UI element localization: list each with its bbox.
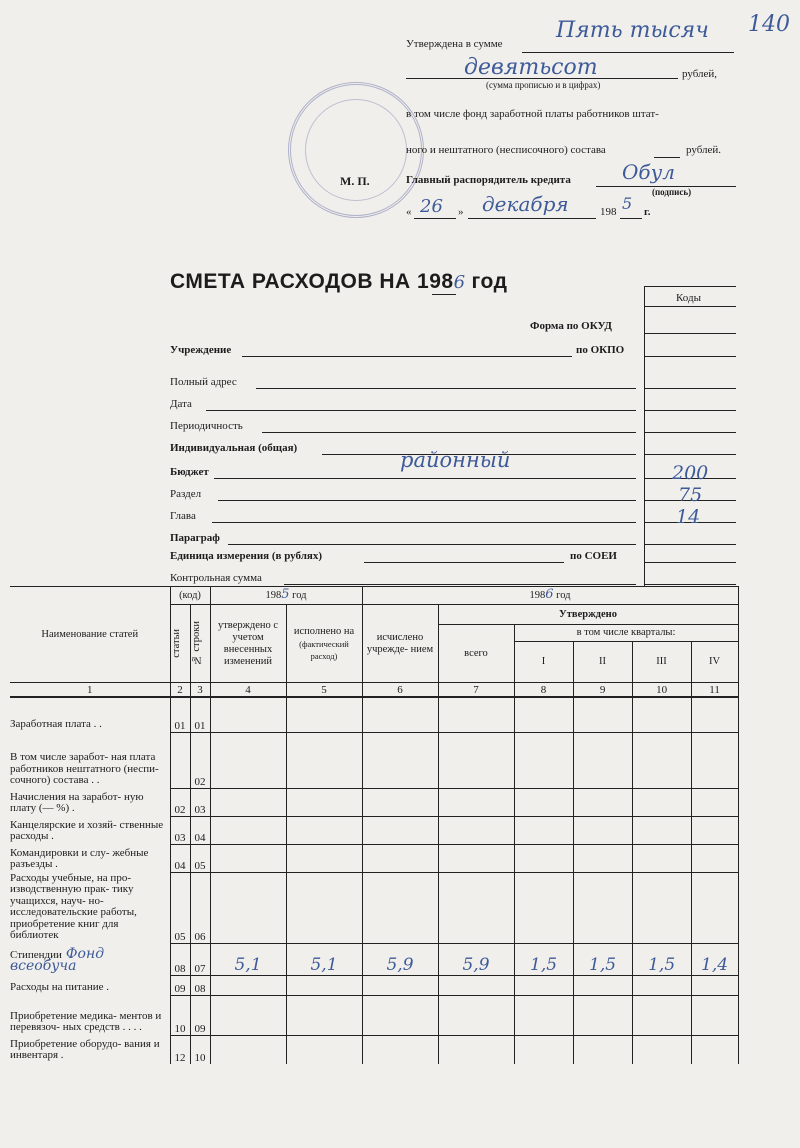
row-name: Приобретение оборудо- вания и инвентаря . (10, 1036, 170, 1064)
field-institution: Учреждение (170, 344, 232, 356)
quarters-label: в том числе кварталы: (515, 625, 738, 642)
row-value (362, 697, 438, 733)
row-value (362, 817, 438, 845)
field-paragraph: Параграф (170, 532, 220, 544)
prev-year-header: 1985 год (210, 587, 362, 605)
table-row (10, 873, 738, 944)
row-value (573, 845, 632, 873)
field-date: Дата (170, 398, 192, 410)
official-stamp (288, 82, 424, 218)
row-value (210, 697, 286, 733)
row-value (632, 873, 691, 944)
approved-sum-hand2: девятьсот (464, 55, 598, 80)
row-value (286, 845, 362, 873)
row-value (573, 976, 632, 996)
document-page: 140 Утверждена в сумме Пять тысяч девятьсот рублей, (сумма прописью и в цифрах) в том числе фонд заработной платы работников штат- ного и нештатного (несписочного) состава рублей. М. П. Главный распорядитель кредита Обул (подпись) « 26 » декабря 198 5 г. СМЕТА РАСХОДОВ НА 1986 год Коды Форма по ОКУД Учреждение по ОКПО Полный адрес Дата Периодичность Индивидуальная (общая) Бюджет районный 200 Раздел 75 Глава 14 Параграф Единица измерения (в рублях) по СОЕИ Контрольная сумма Наименование статей (код) 1985 год 1986 год статьи № строки утверждено с учетом внесенных изменений исполнено на (фактический расход) исчислено учрежде- нием Утверждено всего в том числе кварталы: I II III IV 1 2 3 4 5 6 7 8 9 10 11 Заработная плата . . 01 01 В том числе заработ- ная плата работников нештатного (неспи- сочного) состава . . 02 Начисления на заработ- ную плату (— %) . 02 03 Канцелярские и хозяй- ственные расходы . 03 04 Командировки и слу- жебные разъезды . 04 05 Расходы учебные, на про- изводственную прак- тику учащихся, науч- но-исследовательские работы, приобретение книг для библиотек 05 06 Стипендии Фонд всеобуча 08 07 5,1 5,1 5,9 5,9 1,5 1,5 1,5 1,4 Расходы на питание . 09 08 Приобретение медика- ментов и перевязоч- ных средств . . . . 10 09 Приобретение оборудо- вания и инвентаря . 12 10 (0, 0, 800, 1148)
field-chapter: Глава (170, 510, 196, 522)
row-value (632, 996, 691, 1036)
col-executed: исполнено на (фактический расход) (286, 605, 362, 683)
col-approved-changes: утверждено с учетом внесенных изменений (210, 605, 286, 683)
column-number-row: 1 2 3 4 5 6 7 8 9 10 11 (10, 683, 738, 697)
row-value (691, 1036, 738, 1064)
row-value: 1,5 (514, 944, 573, 976)
col-total: всего (438, 625, 514, 683)
cur-year-header: 1986 год (362, 587, 738, 605)
row-value (514, 873, 573, 944)
row-value (632, 845, 691, 873)
row-value (286, 697, 362, 733)
row-value (691, 845, 738, 873)
quarter-3: III (632, 642, 691, 682)
row-value (362, 996, 438, 1036)
row-stat-code: 03 (170, 817, 190, 845)
table-row (10, 817, 738, 845)
row-value (438, 1036, 514, 1064)
field-section: Раздел (170, 488, 202, 500)
table-row (10, 944, 738, 976)
kod-header: (код) (170, 587, 210, 605)
row-stat-code: 09 (170, 976, 190, 996)
table-row (10, 976, 738, 996)
row-line-number: 08 (190, 976, 210, 996)
row-value (438, 976, 514, 996)
date-suffix: г. (644, 206, 651, 218)
codes-header: Коды (676, 292, 701, 304)
row-name: Командировки и слу- жебные разъезды . (10, 845, 170, 873)
row-name: Канцелярские и хозяй- ственные расходы . (10, 817, 170, 845)
row-value (514, 996, 573, 1036)
manager-label: Главный распорядитель кредита (406, 174, 571, 186)
row-value (691, 976, 738, 996)
col-calculated: исчислено учрежде- нием (362, 605, 438, 683)
col-stati-header: статьи (170, 629, 182, 658)
row-value (691, 817, 738, 845)
row-line-number: 05 (190, 845, 210, 873)
table-row (10, 996, 738, 1036)
row-name: Стипендии Фонд всеобуча (10, 944, 170, 976)
row-value: 5,9 (362, 944, 438, 976)
field-checksum: Контрольная сумма (170, 572, 262, 584)
row-name: Начисления на заработ- ную плату (— %) . (10, 789, 170, 817)
row-name-hand: Фонд всеобуча (10, 945, 105, 974)
row-stat-code: 08 (170, 944, 190, 976)
row-value (514, 845, 573, 873)
table-row (10, 1036, 738, 1064)
row-line-number: 01 (190, 697, 210, 733)
row-line-number: 03 (190, 789, 210, 817)
field-unit: Единица измерения (в рублях) (170, 550, 323, 562)
row-value (210, 845, 286, 873)
row-value (210, 1036, 286, 1064)
row-value (286, 817, 362, 845)
manager-signature: Обул (622, 160, 675, 184)
fund-rub: рублей. (686, 144, 722, 156)
row-value (514, 733, 573, 789)
mp-label: М. П. (340, 174, 370, 188)
row-value (438, 817, 514, 845)
row-value (210, 817, 286, 845)
row-value (632, 976, 691, 996)
row-name: Заработная плата . . (10, 697, 170, 733)
row-name: В том числе заработ- ная плата работников нештатного (неспи- сочного) состава . . (10, 733, 170, 789)
row-value (632, 697, 691, 733)
field-address: Полный адрес (170, 376, 237, 388)
row-value (632, 789, 691, 817)
row-stat-code (170, 733, 190, 789)
col-row-header: № строки (190, 621, 202, 666)
rub-label: рублей, (682, 68, 718, 80)
row-value (362, 976, 438, 996)
col-name-header: Наименование статей (10, 587, 170, 683)
quarter-1: I (541, 656, 546, 667)
row-stat-code: 04 (170, 845, 190, 873)
row-value (573, 996, 632, 1036)
row-value (286, 733, 362, 789)
row-value (514, 817, 573, 845)
row-line-number: 04 (190, 817, 210, 845)
budget-value: районный (400, 448, 511, 472)
row-value (438, 996, 514, 1036)
row-value (573, 733, 632, 789)
row-value (573, 817, 632, 845)
date-day: 26 (420, 196, 443, 217)
row-value (573, 1036, 632, 1064)
quarter-4: IV (691, 642, 738, 682)
row-value (210, 733, 286, 789)
section-code: 75 (678, 484, 703, 506)
quarter-2: II (573, 642, 632, 682)
row-stat-code: 10 (170, 996, 190, 1036)
date-month: декабря (482, 192, 569, 216)
row-value (514, 976, 573, 996)
row-name: Расходы на питание . (10, 976, 170, 996)
row-line-number: 06 (190, 873, 210, 944)
row-line-number: 07 (190, 944, 210, 976)
expense-table (10, 586, 739, 1064)
fund-line1: в том числе фонд заработной платы работников штат- (406, 108, 659, 120)
row-value (573, 789, 632, 817)
row-value (691, 733, 738, 789)
row-value (632, 817, 691, 845)
row-value: 1,5 (632, 944, 691, 976)
row-value (438, 873, 514, 944)
approved-sum-hand: Пять тысяч (556, 18, 709, 43)
field-okpo: по ОКПО (576, 344, 625, 356)
page-title: СМЕТА РАСХОДОВ НА 1986 год (170, 270, 508, 293)
row-value (210, 996, 286, 1036)
row-value (691, 697, 738, 733)
budget-code: 200 (672, 462, 709, 484)
row-line-number: 02 (190, 733, 210, 789)
date-year-hand: 5 (622, 194, 633, 213)
row-value (438, 733, 514, 789)
table-row (10, 697, 738, 733)
row-value (286, 996, 362, 1036)
row-stat-code: 02 (170, 789, 190, 817)
row-value (514, 789, 573, 817)
row-value (286, 873, 362, 944)
row-value (438, 845, 514, 873)
row-value (691, 996, 738, 1036)
row-value (438, 789, 514, 817)
sign-hint: (подпись) (652, 187, 692, 197)
approved-header: Утверждено (438, 605, 738, 625)
row-value: 5,1 (210, 944, 286, 976)
row-value: 5,9 (438, 944, 514, 976)
approved-sum-label: Утверждена в сумме (406, 38, 503, 50)
row-value (286, 789, 362, 817)
row-stat-code: 01 (170, 697, 190, 733)
row-value: 1,5 (573, 944, 632, 976)
date-year-prefix: 198 (600, 206, 617, 218)
row-value (573, 873, 632, 944)
row-line-number: 09 (190, 996, 210, 1036)
table-row (10, 845, 738, 873)
field-soei: по СОЕИ (570, 550, 617, 562)
row-value (691, 873, 738, 944)
row-value: 5,1 (286, 944, 362, 976)
row-value (438, 697, 514, 733)
row-value (362, 789, 438, 817)
row-value (691, 789, 738, 817)
sum-hint: (сумма прописью и в цифрах) (486, 80, 601, 90)
page-number: 140 (748, 12, 790, 37)
row-value (362, 1036, 438, 1064)
row-value (210, 789, 286, 817)
row-stat-code: 12 (170, 1036, 190, 1064)
row-value (632, 733, 691, 789)
row-value (362, 733, 438, 789)
row-value: 1,4 (691, 944, 738, 976)
row-stat-code: 05 (170, 873, 190, 944)
field-individual: Индивидуальная (общая) (170, 442, 298, 454)
row-value (632, 1036, 691, 1064)
row-value (514, 1036, 573, 1064)
row-value (210, 873, 286, 944)
chapter-code: 14 (676, 506, 701, 528)
row-value (362, 873, 438, 944)
field-budget: Бюджет (170, 466, 209, 478)
row-value (573, 697, 632, 733)
fund-line2: ного и нештатного (несписочного) состава (406, 144, 606, 156)
table-row (10, 789, 738, 817)
row-value (286, 1036, 362, 1064)
row-value (514, 697, 573, 733)
row-line-number: 10 (190, 1036, 210, 1064)
row-name: Приобретение медика- ментов и перевязоч- ных средств . . . . (10, 996, 170, 1036)
row-value (286, 976, 362, 996)
field-periodicity: Периодичность (170, 420, 243, 432)
row-name: Расходы учебные, на про- изводственную прак- тику учащихся, науч- но-исследовательские работы, приобретение книг для библиотек (10, 873, 170, 944)
row-value (362, 845, 438, 873)
table-row (10, 733, 738, 789)
row-value (210, 976, 286, 996)
field-okud: Форма по ОКУД (530, 320, 612, 332)
